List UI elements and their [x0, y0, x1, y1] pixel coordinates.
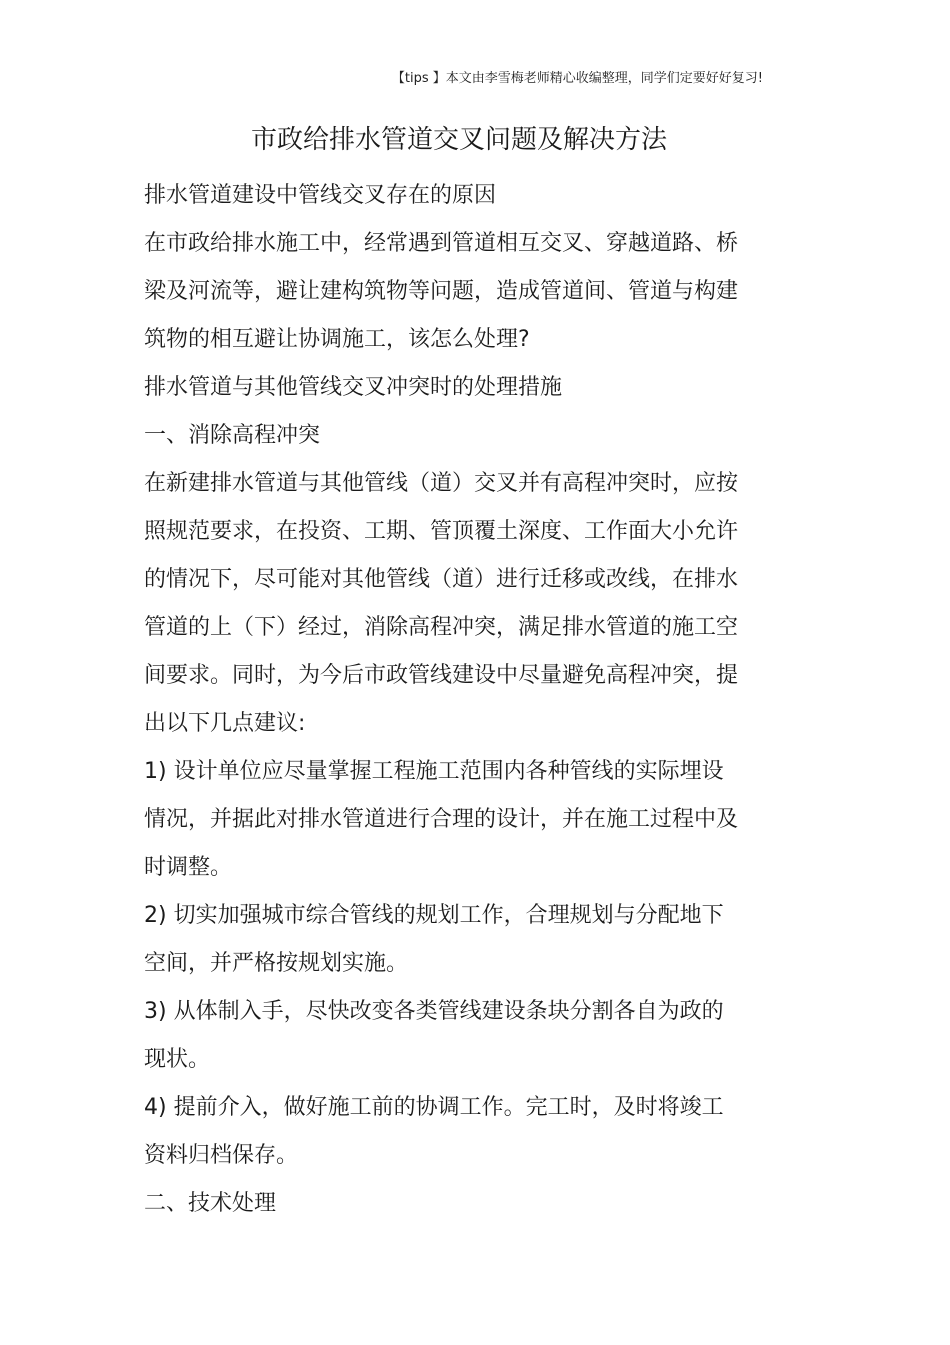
- suggestion-item-2: 2) 切实加强城市综合管线的规划工作，合理规划与分配地下空间，并严格按规划实施。: [144, 903, 724, 976]
- tips-header: 【tips 】本文由李雪梅老师精心收编整理，同学们定要好好复习!: [391, 71, 763, 86]
- document-body: [144, 172, 744, 1228]
- section-heading-causes: 排水管道建设中管线交叉存在的原因: [144, 183, 497, 208]
- suggestion-item-1: 1) 设计单位应尽量掌握工程施工范围内各种管线的实际埋设情况，并据此对排水管道进行合理的设计，并在施工过程中及时调整。: [144, 759, 739, 880]
- suggestion-item-3: 3) 从体制入手，尽快改变各类管线建设条块分割各自为政的现状。: [144, 999, 724, 1072]
- paragraph-elevation: 在新建排水管道与其他管线（道）交叉并有高程冲突时，应按照规范要求，在投资、工期、管顶覆土深度、工作面大小允许的情况下，尽可能对其他管线（道）进行迁移或改线，在排水管道的上（下）经过，消除高程冲突，满足排水管道的施工空间要求。同时，为今后市政管线建设中尽量避免高程冲突，提出以下几点建议:: [144, 471, 739, 736]
- suggestion-item-4: 4) 提前介入，做好施工前的协调工作。完工时，及时将竣工资料归档保存。: [144, 1095, 724, 1168]
- subheading-technical: 二、技术处理: [144, 1191, 277, 1216]
- paragraph-intro: 在市政给排水施工中，经常遇到管道相互交叉、穿越道路、桥梁及河流等，避让建构筑物等问题，造成管道间、管道与构建筑物的相互避让协调施工，该怎么处理?: [144, 231, 739, 352]
- section-heading-measures: 排水管道与其他管线交叉冲突时的处理措施: [144, 375, 563, 400]
- subheading-elevation-conflict: 一、消除高程冲突: [144, 423, 321, 448]
- document-title: 市政给排水管道交叉问题及解决方法: [250, 125, 667, 155]
